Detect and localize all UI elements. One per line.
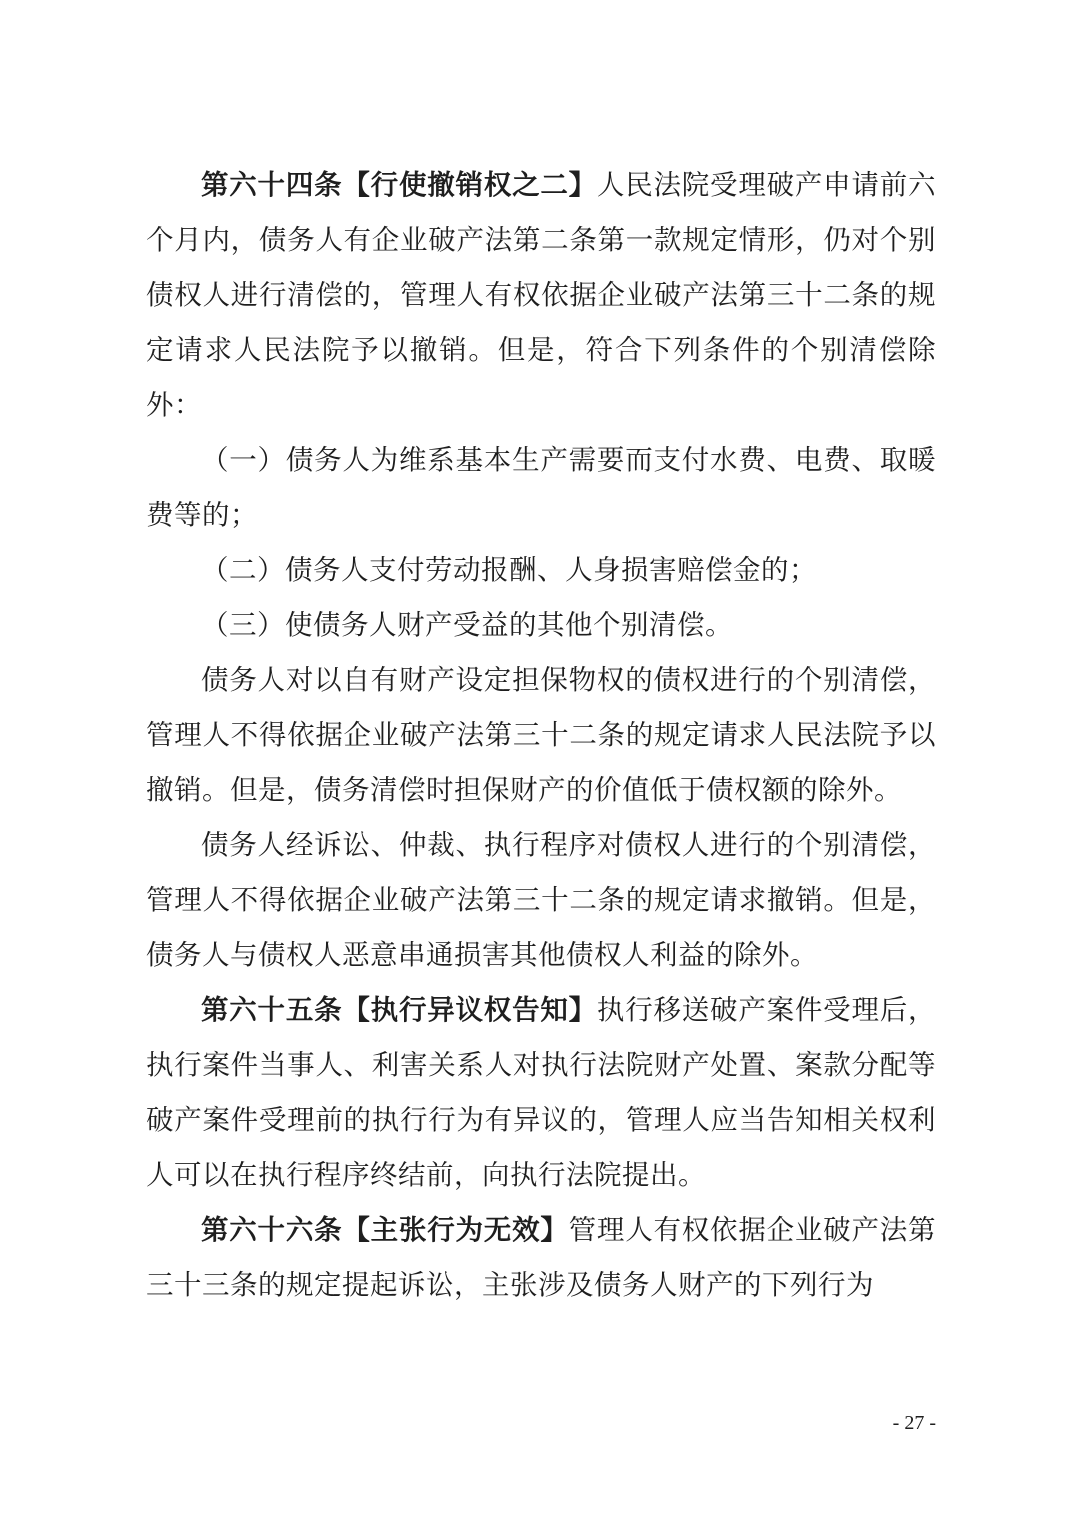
document-body (146, 158, 936, 1313)
paragraph-item-1 (146, 433, 936, 543)
article-heading: 第六十六条【主张行为无效】 (201, 1214, 569, 1246)
paragraph-text: （三）使债务人财产受益的其他个别清偿。 (201, 609, 733, 641)
paragraph-article-65 (146, 983, 936, 1203)
article-heading: 第六十四条【行使撤销权之二】 (201, 169, 597, 201)
paragraph-text: （一）债务人为维系基本生产需要而支付水费、电费、取暖费等的； (146, 444, 936, 531)
paragraph-text: 债务人经诉讼、仲裁、执行程序对债权人进行的个别清偿，管理人不得依据企业破产法第三十二条的规定请求撤销。但是，债务人与债权人恶意串通损害其他债权人利益的除外。 (146, 829, 936, 971)
paragraph-item-2 (146, 543, 936, 598)
paragraph-text: 执行移送破产案件受理后，执行案件当事人、利害关系人对执行法院财产处置、案款分配等破产案件受理前的执行行为有异议的，管理人应当告知相关权利人可以在执行程序终结前，向执行法院提出。 (146, 994, 937, 1191)
paragraph-text: 管理人有权依据企业破产法第三十三条的规定提起诉讼，主张涉及债务人财产的下列行为 (146, 1214, 936, 1301)
article-heading: 第六十五条【执行异议权告知】 (201, 994, 597, 1026)
paragraph-text: 人民法院受理破产申请前六个月内，债务人有企业破产法第二条第一款规定情形，仍对个别债权人进行清偿的，管理人有权依据企业破产法第三十二条的规定请求人民法院予以撤销。但是，符合下列条件的个别清偿除外： (146, 169, 937, 421)
page-number: - 27 - (892, 1412, 936, 1434)
paragraph-article-66 (146, 1203, 936, 1313)
paragraph-item-3 (146, 598, 936, 653)
paragraph-text: （二）债务人支付劳动报酬、人身损害赔偿金的； (201, 554, 817, 586)
paragraph-text: 债务人对以自有财产设定担保物权的债权进行的个别清偿，管理人不得依据企业破产法第三十二条的规定请求人民法院予以撤销。但是，债务清偿时担保财产的价值低于债权额的除外。 (146, 664, 936, 806)
paragraph-litigation-clearance (146, 818, 936, 983)
paragraph-secured-claims (146, 653, 936, 818)
paragraph-article-64 (146, 158, 936, 433)
